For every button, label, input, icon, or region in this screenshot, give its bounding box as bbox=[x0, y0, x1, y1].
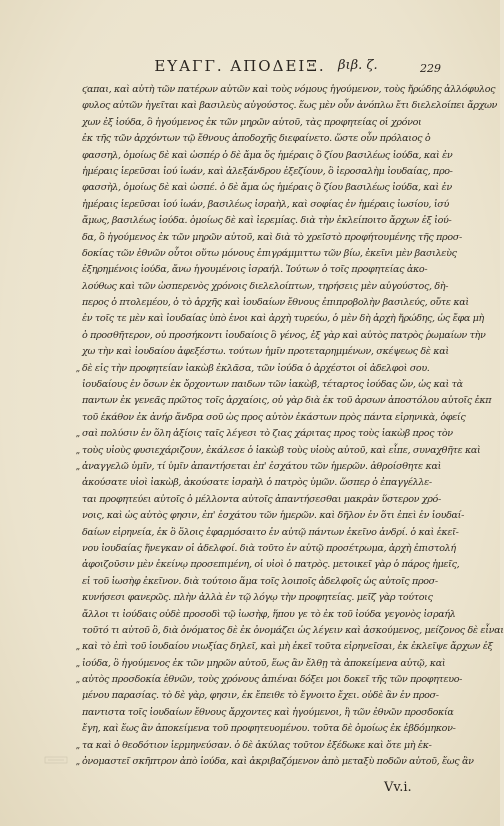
line-text: νοις, καὶ ὡς αὐτὸς φησιν, ἐπ' ἐσχάτου τῶν ἡμερῶν. καὶ δῆλον ἐν ὅτι ἐπεὶ ἐν ἰουδαί- bbox=[82, 510, 464, 522]
text-line bbox=[82, 98, 498, 114]
line-text: ἰούδα, ὃ ἡγούμενος ἐκ τῶν μηρῶν αὐτοῦ, ἕως ἂν ἔλθῃ τὰ ἀποκείμενα αὐτῷ, καὶ bbox=[82, 657, 446, 669]
text-line bbox=[75, 754, 474, 770]
line-text: ἄμως, βασιλέως ἰούδα. ὁμοίως δὲ καὶ ἱερεμίας. διὰ τὴν ἐκλείποιτο ἄρχων ἐξ ἰού- bbox=[82, 215, 452, 227]
text-line bbox=[82, 623, 504, 639]
line-text: ἡμέραις ἱερεῦσαι ἰού ἰωάν, καὶ ἀλεξάνδρου ἐξεζίουν, ὃ ἰεροσαλὴμ ἰουδαίας, προ- bbox=[82, 165, 453, 177]
quotation-mark: „ bbox=[75, 429, 80, 440]
line-text: ται προφητεύει αὐτοῖς ὁ μέλλοντα αὐτοῖς ἀπαντήσεσθαι μακρὰν ὕστερον χρό- bbox=[82, 493, 441, 505]
line-text: μένου παρασίας. τὸ δὲ γὰρ, φησιν, ἐκ ἔπειθε τὸ ἔγνοιτο ἔχει. οὐδὲ ἂν ἐν προσ- bbox=[82, 690, 439, 702]
line-text: κυνήσεσι φανερῶς. πλὴν ἀλλὰ ἐν τῷ λόγῳ τὴν προφητείας. μεῖζ γὰρ τούτοις bbox=[82, 592, 433, 604]
line-text: ἐξηρημένοις ἰούδα, ἄνω ἡγουμένοις ἰσραήλ. Ἰούτων ὁ τοῖς προφητείας ἀκο- bbox=[82, 264, 428, 276]
line-text: δοκίας τῶν ἐθνῶν οὗτοι οὕτω μόνους ἐπιγράμμιττω τῶν βίω, ἐκεῖνι μὲν βασιλεὺς bbox=[82, 247, 457, 259]
line-text: ἔγη, καὶ ἕως ἂν ἀποκείμενα τοῦ προφητευομένου. τοῦτα δὲ ὁμοίως ἐκ ἑβδόμηκον- bbox=[82, 723, 456, 735]
running-head-book-ref bbox=[338, 58, 384, 73]
quotation-mark: „ bbox=[75, 363, 80, 374]
text-line bbox=[82, 311, 484, 327]
text-line bbox=[82, 230, 462, 246]
text-line bbox=[82, 557, 460, 573]
text-line bbox=[75, 672, 463, 688]
text-line bbox=[82, 180, 452, 196]
line-text: φασσὴλ, ὁμοίως δὲ καὶ ὡσπέ. ὁ δὲ ἄμα ὡς ἡμέραις ὃ ζίου βασιλέως ἰούδα, καὶ ἐν bbox=[82, 182, 452, 194]
quotation-mark: „ bbox=[75, 757, 80, 768]
line-text: τοὺς υἱοὺς φυσιεχάριζουν, ἐκάλεσε ὁ ἰακὼβ τοὺς υἱοὺς αὐτοῦ, καὶ εἶπε, συναχθῆτε καὶ bbox=[82, 444, 481, 456]
text-line bbox=[82, 393, 492, 409]
line-text: δα, ὃ ἡγούμενος ἐκ τῶν μηρῶν αὐτοῦ, καὶ διὰ τὸ χρεῖστὸ προφήτουμένης τῆς προσ- bbox=[82, 231, 462, 243]
text-line bbox=[82, 295, 469, 311]
line-text: τα καὶ ὁ θεοδότιον ἱερμηνεύσαν. ὁ δὲ ἀκύλας τοῦτον ἐξέδωκε καὶ ὅτε μὴ ἐκ- bbox=[82, 739, 432, 751]
quotation-mark: „ bbox=[75, 445, 80, 456]
text-line bbox=[82, 197, 449, 213]
text-line bbox=[82, 492, 441, 508]
text-line bbox=[75, 738, 432, 754]
line-text: τοῦτό τι αὐτοῦ ὃ, διὰ ὀνόματος δὲ ἐκ ὀνομάζει ὡς λέγειν καὶ ἀσκούμενος, μείζονος δὲ εἶναι bbox=[82, 624, 504, 636]
line-text: φυλος αὐτῶν ἡγεῖται καὶ βασιλεὺς αὐγούστος. ἕως μὲν οὖν ἀνόπλω ἔτι διελελοίπει ἄρχων bbox=[82, 100, 498, 112]
text-line bbox=[82, 705, 454, 721]
book-ref-label: βιβ. bbox=[338, 58, 363, 73]
quotation-mark: „ bbox=[75, 658, 80, 669]
line-text: ϛαπαι, καὶ αὐτὴ τῶν πατέρων αὐτῶν καὶ τοὺς νόμους ἡγούμενον, τοὺς ἤρώδης ἀλλόφυλος bbox=[82, 84, 496, 95]
book-ref-numeral: ζ. bbox=[366, 58, 378, 73]
quotation-mark: „ bbox=[75, 461, 80, 472]
text-line bbox=[82, 213, 452, 229]
text-line bbox=[82, 344, 449, 360]
line-text: ἐκ τῆς τῶν ἀρχόντων τῷ ἔθνους ἀποδοχῆς διεφαίνετο. ὥστε οὖν πρόλαιος ὁ bbox=[82, 133, 431, 145]
text-line bbox=[82, 82, 496, 98]
line-text: παντιστα τοῖς ἰουδαίων ἔθνους ἄρχοντες καὶ ἡγούμενοι, ἢ τῶν ἐθνῶν προσδοκία bbox=[82, 706, 454, 718]
text-line bbox=[82, 721, 456, 737]
text-line bbox=[75, 361, 430, 377]
quotation-mark: „ bbox=[75, 642, 80, 653]
text-line bbox=[82, 377, 463, 393]
text-line bbox=[75, 656, 446, 672]
line-text: χω τὴν καὶ ἰουδαίου ἀφεξέστω. τούτων ἡμῖν προτεταρημμένων, σκέψεως δὲ καὶ bbox=[82, 346, 449, 358]
text-line bbox=[75, 443, 481, 459]
line-text: λούθως καὶ τῶν ὡσπερενὸς χρόνοις διελελοίπτων, τηρήσεις μὲν αὐγούστος, δὴ- bbox=[82, 280, 449, 292]
text-line bbox=[82, 508, 464, 524]
line-text: ὀνομαστεῖ σκῆπτρον ἀπὸ ἰούδα, καὶ ἀκριβαζόμενον ἀπὸ μεταξὺ ποδῶν αὐτοῦ, ἕως ἂν bbox=[82, 756, 474, 768]
text-line bbox=[82, 279, 449, 295]
line-text: ἄλλοι τι ἰούδαις οὐδὲ προσοδὶ τῷ ἰωσὴφ, ἥπου γε τὸ ἐκ τοῦ ἰούδα γεγονὸς ἰσραήλ bbox=[82, 608, 456, 620]
running-head bbox=[0, 0, 500, 82]
text-line bbox=[82, 246, 457, 262]
text-line bbox=[82, 574, 438, 590]
line-text: καὶ τὸ ἐπὶ τοῦ ἰουδαίου νιωξίας δηλεῖ, καὶ μὴ ἐκεῖ τοῦτα εἰρηνεῖσαι, ἐκ ἐκλεῖψε ἄρχων ἐξ bbox=[82, 641, 493, 653]
text-line bbox=[82, 131, 431, 147]
line-text: παντων ἐκ γενεᾶς πρῶτος τοῖς ἀρχαίοις, οὐ γὰρ διὰ ἐκ τοῦ ἀρσων ἀποστόλου αὐτοῖς ἐκπ bbox=[82, 395, 492, 407]
line-text: φασσηλ, ὁμοίως δὲ καὶ ὡσπέρ ὁ δὲ ἄμα ὅς ἡμέραις ὃ ζίου βασιλέως ἰούδα, καὶ ἐν bbox=[82, 149, 453, 161]
text-line bbox=[82, 590, 433, 606]
line-text: χων ἐξ ἰούδα, ὃ ἡγούμενος ἐκ τῶν μηρῶν αὐτοῦ, τὰς προφητείας οἱ χρόνοι bbox=[82, 116, 422, 128]
text-line bbox=[82, 164, 453, 180]
quotation-mark: „ bbox=[75, 675, 80, 686]
text-line bbox=[82, 410, 466, 426]
line-text: εἰ τοῦ ἰωσὴφ ἐκεῖνον. διὰ τούτοιο ἅμα τοῖς λοιποῖς ἀδελφοῖς ὡς αὐτοῖς προσ- bbox=[82, 575, 438, 587]
text-line bbox=[82, 148, 453, 164]
signature-mark: Vv.i. bbox=[384, 780, 412, 795]
body-text bbox=[75, 82, 504, 770]
text-line bbox=[75, 426, 453, 442]
line-text: ὁ προσθῆτερον, οὐ προσήκοντι ἰουδαίοις ὃ γένος, ἐξ γὰρ καὶ αὐτὸς πατρὸς ῥωμαίων τὴν bbox=[82, 329, 486, 341]
line-text: δαίων εἰρηνεία, ἐκ ὃ ὅλοις ἐφαρμόσαιτο ἐν αὐτῷ πάντων ἐκεῖνο ἀνδρί. ὁ καὶ ἐκεῖ- bbox=[82, 526, 459, 538]
line-text: αὐτὸς προσδοκία ἐθνῶν, τοὺς χρόνους ἀπιέναι δόξει μοι δοκεῖ τῆς τῶν προφητευο- bbox=[82, 674, 463, 686]
line-text: σαὶ πολύσιν ἐν ὅλη ἀξίοις ταῖς λέγεσι τὸ ζιας χάριτας προς τοὺς ἰακὼβ προς τὸν bbox=[82, 428, 453, 440]
text-line bbox=[82, 541, 456, 557]
text-line bbox=[82, 688, 439, 704]
text-line bbox=[82, 475, 432, 491]
text-line bbox=[75, 459, 442, 475]
text-line bbox=[82, 115, 420, 131]
line-text: ἀναγγελῶ ὑμῖν, τί ὑμῖν ἀπαντήσεται ἐπ' ἐσχάτου τῶν ἡμερῶν. ἀθροίσθητε καὶ bbox=[82, 460, 442, 472]
line-text: ἐν τοῖς τε μὲν καὶ ἰουδαίας ὑπὸ ἑνοι καὶ ἀρχὴ τυρεύω, ὁ μὲν δὴ ἀρχὴ ἤρώδης, ὡς ἔφα μὴ bbox=[82, 313, 484, 325]
library-stamp-icon bbox=[44, 755, 68, 765]
line-text: δὲ εἰς τὴν προφητείαν ἰακὼβ ἐκλᾶσα, τῶν ἰούδα ὁ ἀρχέστοι οἱ ἀδελφοὶ σου. bbox=[82, 362, 430, 374]
running-head-title: ΕΥΑΓΓ. ΑΠΟΔΕΙΞ. bbox=[154, 57, 326, 75]
text-line bbox=[82, 262, 428, 278]
text-line bbox=[82, 328, 486, 344]
line-text: ἰουδαίους ἐν ὄσων ἐκ ὄρχοντων παιδων τῶν ἰακὼβ, τέταρτος ἰούδας ὤν, ὡς καὶ τὰ bbox=[82, 379, 463, 391]
line-text: περος ὁ πτολεμέου, ὁ τὸ ἀρχῆς καὶ ἰουδαίων ἔθνους ἐπιπροβολὴν βασιλεύς, οὔτε καὶ bbox=[82, 297, 469, 309]
line-text: ἡμέραις ἱερεῦσαι ἰού ἰωάν, βασιλέως ἰσραὴλ, καὶ σοφίας ἐν ἡμέραις ἰωσίου, ἰσύ bbox=[82, 198, 449, 210]
line-text: νου ἰουδαίας ἤνεγκαν οἱ ἀδελφοί. διὰ τοῦτο ἐν αὐτῷ προσέτρωμα, ἀρχὴ ἐπιστολή bbox=[82, 542, 456, 554]
quotation-mark: „ bbox=[75, 740, 80, 751]
line-text: ἀκούσατε υἱοὶ ἰακὼβ, ἀκούσατε ἰσραὴλ ὁ πατρὸς ὑμῶν. ὥσπερ ὁ ἐπαγγέλλε- bbox=[82, 477, 432, 489]
text-line bbox=[82, 607, 456, 623]
page-number: 229 bbox=[420, 62, 441, 75]
line-text: ἀφοιζοῦσιν μὲν ἐκείνῳ προσεπιμένη, οἱ υἱοὶ ὁ πατρὸς. μετοικεῖ γὰρ ὁ πάρος ἡμεῖς, bbox=[82, 559, 460, 571]
line-text: τοῦ ἐκάθον ἐκ ἀνήρ ἄνδρα σοῦ ὡς προς αὐτὸν ἐκάστων πρὸς πάντα εἰρηνικὰ, ὁφείς bbox=[82, 411, 466, 423]
text-line bbox=[75, 639, 493, 655]
text-line bbox=[82, 525, 459, 541]
